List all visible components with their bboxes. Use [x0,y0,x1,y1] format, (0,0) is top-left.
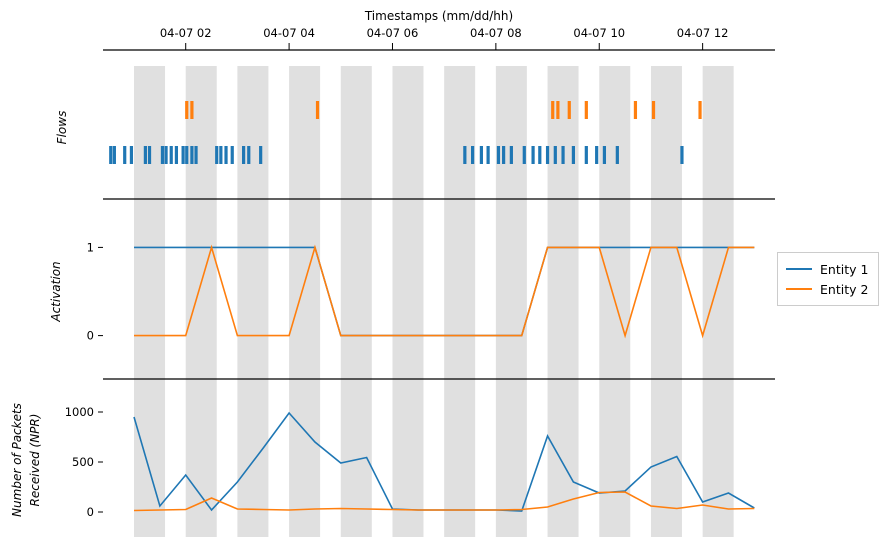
flow-event-mark [215,146,218,164]
flow-event-mark [161,146,164,164]
flow-event-mark [148,146,151,164]
flow-event-mark [531,146,534,164]
x-axis-title: Timestamps (mm/dd/hh) [364,9,514,23]
flow-event-mark [497,146,500,164]
flow-event-mark [585,101,588,119]
flow-event-mark [144,146,147,164]
shaded-band [651,66,682,537]
flow-event-mark [595,146,598,164]
flow-event-mark [556,101,559,119]
flow-event-mark [554,146,557,164]
flow-event-mark [170,146,173,164]
flow-event-mark [175,146,178,164]
flow-event-mark [523,146,526,164]
flow-event-mark [480,146,483,164]
flow-event-mark [219,146,222,164]
flow-event-mark [242,146,245,164]
shaded-band [703,66,734,537]
flow-event-mark [652,101,655,119]
y-tick-label: 0 [86,505,94,519]
flow-event-mark [572,146,575,164]
flow-event-mark [616,146,619,164]
shaded-band [186,66,217,537]
shaded-band [548,66,579,537]
flow-event-mark [194,146,197,164]
x-tick-label: 04-07 02 [159,26,212,40]
shaded-band [134,66,165,537]
flow-event-mark [510,146,513,164]
chart-legend [777,252,879,306]
shaded-band [444,66,475,537]
flow-event-mark [259,146,262,164]
flow-event-mark [471,146,474,164]
flow-event-mark [130,146,133,164]
flow-event-mark [463,146,466,164]
flow-event-mark [190,146,193,164]
flow-event-mark [231,146,234,164]
flow-event-mark [164,146,167,164]
legend-swatch-2 [786,288,812,290]
shaded-band [392,66,423,537]
legend-swatch-1 [786,268,812,270]
shaded-band [496,66,527,537]
flow-event-mark [185,101,188,119]
x-tick-label: 04-07 04 [263,26,315,40]
flow-event-mark [538,146,541,164]
shaded-band [289,66,320,537]
x-tick-label: 04-07 06 [366,26,419,40]
x-tick-label: 04-07 12 [676,26,729,40]
shaded-band [237,66,268,537]
legend-label-2: Entity 2 [820,281,869,297]
y-tick-label: 0 [86,328,94,343]
flow-event-mark [182,146,185,164]
flow-event-mark [561,146,564,164]
legend-item-2 [786,279,868,299]
flows-axis-title: Flows [55,110,69,145]
flow-event-mark [109,146,112,164]
flow-event-mark [546,146,549,164]
activation-axis-title: Activation [49,261,63,322]
y-tick-label: 500 [72,455,94,469]
flow-event-mark [113,146,116,164]
flow-event-mark [502,146,505,164]
y-tick-label: 1 [86,240,94,255]
flow-event-mark [224,146,227,164]
y-tick-label: 1000 [64,405,94,419]
npr-axis-title-line2: Received (NPR) [28,413,42,507]
flow-event-mark [551,101,554,119]
x-tick-label: 04-07 08 [470,26,522,40]
flow-event-mark [568,101,571,119]
flow-event-mark [603,146,606,164]
flow-event-mark [316,101,319,119]
flow-event-mark [680,146,683,164]
flow-event-mark [487,146,490,164]
flow-event-mark [585,146,588,164]
flow-event-mark [185,146,188,164]
npr-axis-title-line1: Number of Packets [10,403,24,517]
flow-event-mark [123,146,126,164]
flow-event-mark [190,101,193,119]
shaded-band [341,66,372,537]
flow-event-mark [698,101,701,119]
legend-item-1 [786,259,868,279]
legend-label-1: Entity 1 [820,261,869,277]
flow-event-mark [634,101,637,119]
flow-event-mark [247,146,250,164]
x-tick-label: 04-07 10 [573,26,626,40]
